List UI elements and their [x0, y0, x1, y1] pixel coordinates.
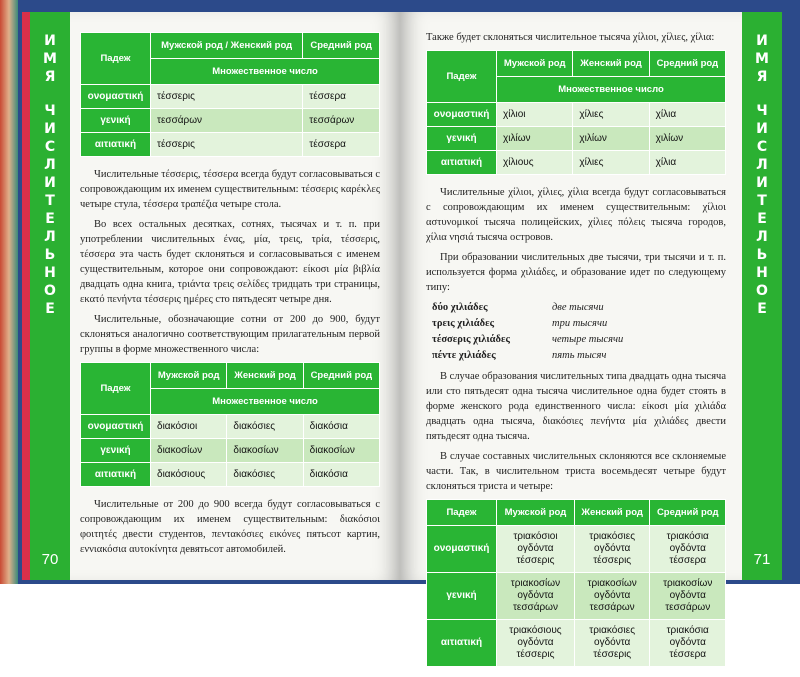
header-feminine: Женский род: [574, 500, 650, 526]
cell: διακοσίων: [303, 439, 379, 463]
paragraph: Также будет склоняться числительное тысяча χίλιοι, χίλιες, χίλια:: [426, 32, 715, 43]
cell: διακόσιοι: [151, 415, 227, 439]
sidebar-letter: Л: [756, 229, 768, 245]
case-cell: αιτιατική: [427, 151, 497, 175]
header-plural: Множественное число: [497, 77, 726, 103]
table-row: [81, 109, 380, 133]
cell: διακόσιους: [151, 463, 227, 487]
list-item-translation: пять тысяч: [552, 350, 607, 361]
sidebar-letter: Я: [756, 69, 768, 85]
case-cell: γενική: [81, 439, 151, 463]
cell: τέσσερις: [151, 85, 303, 109]
paragraph: Числительные, обозначающие сотни от 200 до 900, будут склоняться аналогично соответствующим прилагательным первой группы в форме множественного числа:: [80, 314, 380, 355]
sidebar-letter: И: [44, 33, 56, 49]
list-item-greek: τρεις χιλιάδες: [432, 318, 495, 329]
sidebar-letter: Н: [44, 265, 56, 281]
book-edge: [0, 0, 18, 584]
table-row: [427, 573, 726, 620]
sidebar-letter: С: [44, 139, 56, 155]
sidebar-letter: Е: [757, 211, 767, 227]
cell: χίλιοι: [497, 103, 573, 127]
table-row: [81, 463, 380, 487]
case-cell: ονομαστική: [81, 415, 151, 439]
sidebar-letter: И: [756, 121, 768, 137]
sidebar-letter: Л: [44, 157, 56, 173]
paragraph: Числительные χίλιοι, χίλιες, χίλια всегда будут согласовываться с сопровождающим их именем существительным: χίλιοι αστυνομικοί тысяча полицейских, χίλιες πόλεις тысяча городов, χίλια νησιά тысяча островов.: [426, 187, 726, 243]
declension-table-compound: [426, 499, 726, 667]
case-cell: αιτιατική: [427, 620, 497, 667]
sidebar-letter: Л: [756, 157, 768, 173]
sidebar-letter: И: [756, 175, 768, 191]
cell: χιλίων: [649, 127, 725, 151]
paragraph: Числительные τέσσερις, τέσσερα всегда будут согласовываться с сопровождающим их именем существительным: τέσσερις καρέκλες четыре стула, τέσσερα τραπέζια четыре стола.: [80, 169, 380, 210]
paragraph: Числительные от 200 до 900 всегда будут согласовываться с сопровождающим их именем существительным: διακόσιοι φοιτητές двести студентов, πεντακόσιες εικόνες пятьсот картин, εννιακόσια αυτοκίνητα девятьсот автомобилей.: [80, 499, 380, 555]
sidebar-letter: [41, 86, 59, 102]
thousands-list: [432, 300, 726, 363]
table-row: [81, 85, 380, 109]
cell: χιλίων: [573, 127, 649, 151]
sidebar-letter: Е: [757, 301, 767, 317]
cell: διακοσίων: [227, 439, 303, 463]
sidebar-letter: О: [756, 283, 768, 299]
right-sidebar: [742, 12, 782, 580]
header-masculine: Мужской род: [151, 363, 227, 389]
sidebar-letter: Е: [45, 211, 55, 227]
sidebar-letter: И: [756, 33, 768, 49]
paragraph: Во всех остальных десятках, сотнях, тысячах и т. п. при употреблении числительных ένας, μία, τρεις, τρία, τέσσερις, τέσσερα эта часть будет склоняться и согласовываться с именем существительным, которое они сопровождают: είκοσι μία βιβλία двадцать одна книга, τριάντα τρεις σελίδες тридцать три страницы, εκατό πενήντα τέσσερις ημέρες сто пятьдесят четыре дня.: [80, 219, 380, 305]
case-cell: γενική: [427, 127, 497, 151]
sidebar-letter: Т: [45, 193, 55, 209]
cell: διακόσια: [303, 415, 379, 439]
header-plural: Множественное число: [151, 389, 380, 415]
cell: τριακόσιες ογδόντα τέσσερις: [574, 526, 650, 573]
table-row: [81, 415, 380, 439]
case-cell: αιτιατική: [81, 463, 151, 487]
declension-table-four: [80, 32, 380, 157]
header-feminine: Женский род: [573, 51, 649, 77]
list-item-translation: три тысячи: [552, 318, 608, 329]
cell: τεσσάρων: [151, 109, 303, 133]
header-case: Падеж: [81, 33, 151, 85]
cell: τέσσερις: [151, 133, 303, 157]
sidebar-letter: Ч: [44, 103, 56, 119]
sidebar-letter: И: [44, 121, 56, 137]
cell: τριακόσιους ογδόντα τέσσερις: [497, 620, 575, 667]
cell: τέσσερα: [303, 133, 380, 157]
sidebar-letter: О: [44, 283, 56, 299]
sidebar-letter: И: [44, 175, 56, 191]
paragraph: В случае образования числительных типа двадцать одна тысяча или сто пятьдесят одна тысяча числительное одна будет стоять в форме женского рода единственного числа: είκοσι μία χιλιάδα двадцать одна тысяча, διακόσιες πενήντα μία χιλιάδες двести пятьдесят одна тысяча.: [426, 371, 726, 442]
cell: τέσσερα: [303, 85, 380, 109]
table-row: [427, 127, 726, 151]
sidebar-title: [30, 32, 70, 318]
declension-table-hundreds: [80, 362, 380, 487]
table-row: [427, 526, 726, 573]
right-content: [426, 30, 726, 677]
header-masculine: Мужской род: [497, 51, 573, 77]
cell: τεσσάρων: [303, 109, 380, 133]
case-cell: ονομαστική: [81, 85, 151, 109]
header-neuter: Средний род: [303, 33, 380, 59]
header-case: Падеж: [427, 51, 497, 103]
case-cell: αιτιατική: [81, 133, 151, 157]
sidebar-letter: Н: [756, 265, 768, 281]
sidebar-letter: Ь: [44, 247, 56, 263]
header-neuter: Средний род: [650, 500, 726, 526]
table-row: [81, 133, 380, 157]
sidebar-letter: Ь: [756, 247, 768, 263]
table-row: [427, 620, 726, 667]
sidebar-letter: М: [755, 51, 769, 67]
cell: τριακόσιοι ογδόντα τέσσερις: [497, 526, 575, 573]
cell: τριακόσιες ογδόντα τέσσερις: [574, 620, 650, 667]
sidebar-letter: С: [756, 139, 768, 155]
header-plural: Множественное число: [151, 59, 380, 85]
page-number: 71: [753, 551, 771, 568]
table-row: [81, 439, 380, 463]
cell: τριακοσίων ογδόντα τεσσάρων: [650, 573, 726, 620]
header-case: Падеж: [81, 363, 151, 415]
case-cell: γενική: [81, 109, 151, 133]
list-item-greek: πέντε χιλιάδες: [432, 350, 496, 361]
table-row: [427, 103, 726, 127]
cell: διακόσιες: [227, 463, 303, 487]
case-cell: ονομαστική: [427, 526, 497, 573]
list-item-greek: τέσσερις χιλιάδες: [432, 334, 510, 345]
list-item-translation: две тысячи: [552, 302, 604, 313]
header-masc-fem: Мужской род / Женский род: [151, 33, 303, 59]
cell: χίλιους: [497, 151, 573, 175]
left-page: [22, 12, 400, 580]
cell: χίλια: [649, 151, 725, 175]
cell: διακόσιες: [227, 415, 303, 439]
header-neuter: Средний род: [649, 51, 725, 77]
declension-table-thousand: [426, 50, 726, 175]
page-number: 70: [41, 551, 59, 568]
header-case: Падеж: [427, 500, 497, 526]
sidebar-letter: М: [43, 51, 57, 67]
cell: χίλιες: [573, 151, 649, 175]
sidebar-letter: Я: [44, 69, 56, 85]
list-item-translation: четыре тысячи: [552, 334, 624, 345]
header-masculine: Мужской род: [497, 500, 575, 526]
cell: τριακοσίων ογδόντα τεσσάρων: [574, 573, 650, 620]
case-cell: γενική: [427, 573, 497, 620]
left-sidebar: [30, 12, 70, 580]
right-page: [400, 12, 782, 660]
sidebar-title: [742, 32, 782, 318]
list-item-greek: δύο χιλιάδες: [432, 302, 488, 313]
cell: διακόσια: [303, 463, 379, 487]
sidebar-letter: [753, 86, 771, 102]
sidebar-letter: Е: [45, 301, 55, 317]
cell: τριακοσίων ογδόντα τεσσάρων: [497, 573, 575, 620]
paragraph: В случае составных числительных склоняются все склоняемые части. Так, в числительном триста восемьдесят четыре будут склоняться триста и четыре:: [426, 451, 726, 492]
header-neuter: Средний род: [303, 363, 379, 389]
header-feminine: Женский род: [227, 363, 303, 389]
sidebar-letter: Л: [44, 229, 56, 245]
cell: χιλίων: [497, 127, 573, 151]
table-row: [427, 151, 726, 175]
case-cell: ονομαστική: [427, 103, 497, 127]
sidebar-letter: Т: [757, 193, 767, 209]
cell: τριακόσια ογδόντα τέσσερα: [650, 620, 726, 667]
cell: τριακόσια ογδόντα τέσσερα: [650, 526, 726, 573]
cell: χίλια: [649, 103, 725, 127]
sidebar-letter: Ч: [756, 103, 768, 119]
cell: χίλιες: [573, 103, 649, 127]
left-content: [80, 30, 380, 562]
red-edge-strip: [22, 12, 30, 580]
paragraph: При образовании числительных две тысячи, три тысячи и т. п. используется форма χιλιάδες, и образование идет по следующему типу:: [426, 252, 726, 293]
cell: διακοσίων: [151, 439, 227, 463]
